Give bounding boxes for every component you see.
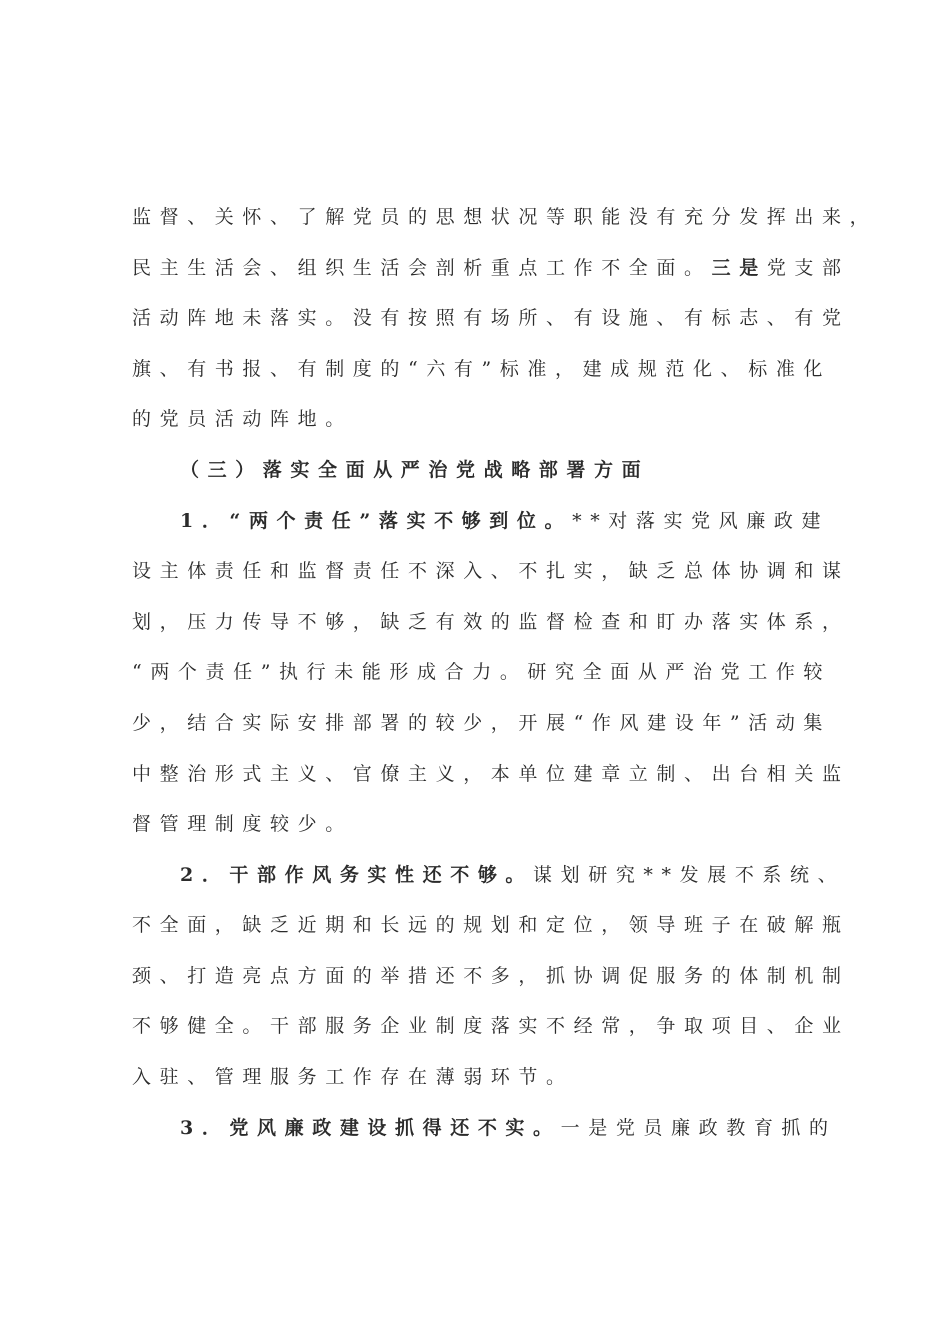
text-span: 少，结合实际安排部署的较少，开展“作风建设年”活动集 (132, 712, 832, 734)
text-span: **对落实党风廉政建 (572, 510, 830, 532)
text-span: 不够健全。干部服务企业制度落实不经常，争取项目、企业 (132, 1015, 850, 1037)
text-span: 划，压力传导不够，缺乏有效的监督检查和盯办落实体系， (132, 611, 850, 633)
heading-text: （三）落实全面从严治党战略部署方面 (180, 459, 650, 481)
text-span: 活动阵地未落实。没有按照有场所、有设施、有标志、有党 (132, 307, 850, 329)
item-title: 2．干部作风务实性还不够。 (180, 864, 534, 886)
text-span: 设主体责任和监督责任不深入、不扎实，缺乏总体协调和谋 (132, 560, 850, 582)
text-span: 中整治形式主义、官僚主义，本单位建章立制、出台相关监 (132, 763, 850, 785)
text-span: 一是党员廉政教育抓的 (560, 1117, 837, 1139)
text-span: 不全面，缺乏近期和长远的规划和定位，领导班子在破解瓶 (132, 914, 850, 936)
text-span: 旗、有书报、有制度的“六有”标准，建成规范化、标准化 (132, 358, 832, 380)
paragraph-line (132, 609, 850, 635)
item-title: 1．“两个责任”落实不够到位。 (180, 510, 573, 532)
text-span: 民主生活会、组织生活会剖析重点工作不全面。 (132, 257, 712, 279)
paragraph-line (132, 204, 878, 230)
paragraph-line (132, 761, 850, 787)
bold-lead: 三是 (711, 257, 767, 279)
text-span: 颈、打造亮点方面的举措还不多，抓协调促服务的体制机制 (132, 965, 850, 987)
paragraph-line (132, 659, 832, 685)
paragraph-line (132, 1013, 850, 1039)
item-line (180, 1115, 837, 1141)
item-title: 3．党风廉政建设抓得还不实。 (180, 1117, 561, 1139)
paragraph-line (132, 912, 850, 938)
section-heading (180, 457, 822, 483)
text-span: 督管理制度较少。 (132, 813, 353, 835)
item-line (180, 508, 830, 534)
text-span: 党支部 (766, 257, 850, 279)
paragraph-line (132, 963, 850, 989)
text-span: “两个责任”执行未能形成合力。研究全面从严治党工作较 (132, 661, 832, 683)
text-span: 入驻、管理服务工作存在薄弱环节。 (132, 1066, 574, 1088)
item-line (180, 862, 846, 888)
paragraph-line (132, 305, 850, 331)
paragraph-line (132, 710, 832, 736)
paragraph-line (132, 1064, 822, 1090)
paragraph-line (132, 406, 822, 432)
text-span: 的党员活动阵地。 (132, 408, 353, 430)
paragraph-line (132, 255, 850, 281)
paragraph-line (132, 356, 832, 382)
paragraph-line (132, 811, 822, 837)
text-span: 监督、关怀、了解党员的思想状况等职能没有充分发挥出来， (132, 206, 878, 228)
text-span: 谋划研究**发展不系统、 (533, 864, 846, 886)
paragraph-line (132, 558, 850, 584)
